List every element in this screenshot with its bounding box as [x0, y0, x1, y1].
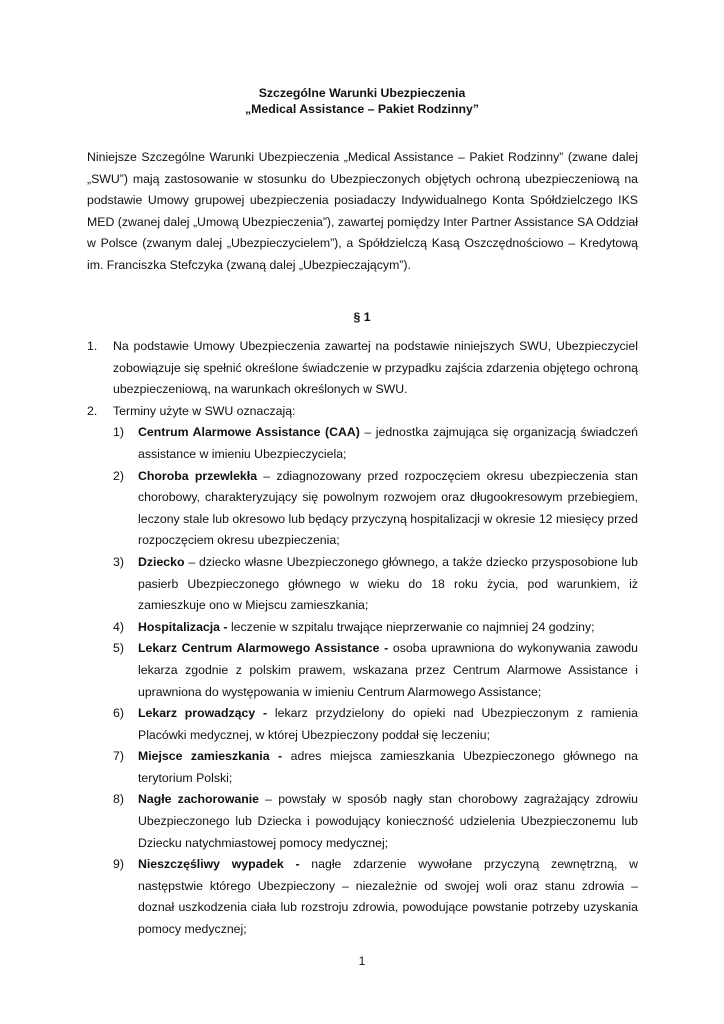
definition-number: 5): [113, 641, 124, 656]
definition-text: – dziecko własne Ubezpieczonego głównego, a także dziecko przysposobione lub pasierb Ubezpieczonego głównego w wieku do 18 roku życia, pod warunkiem, iż zamieszkuje ono w Miejscu zamieszkania;: [138, 554, 638, 613]
definition-text: adres miejsca zamieszkania Ubezpieczonego głównego na terytorium Polski;: [138, 749, 638, 785]
section-heading: § 1: [353, 310, 371, 324]
definition-text: osoba uprawniona do wykonywania zawodu lekarza zgodnie z polskim prawem, wskazana przez Centrum Alarmowe Assistance i uprawniona do występowania w imieniu Centrum Alarmowego Assistance;: [138, 641, 638, 699]
definition-text: leczenie w szpitalu trwające nieprzerwanie co najmniej 24 godziny;: [227, 619, 595, 634]
list-item-number: 1.: [87, 339, 98, 353]
list-item-text: Terminy użyte w SWU oznaczają:: [113, 403, 296, 418]
definition-item: [113, 466, 638, 552]
page-number: 1: [358, 954, 366, 968]
document-title: Szczególne Warunki Ubezpieczenia: [258, 86, 466, 100]
definition-text: – jednostka zajmująca się organizacją świadczeń assistance w imieniu Ubezpieczyciela;: [138, 425, 638, 461]
list-item-text: Na podstawie Umowy Ubezpieczenia zawartej na podstawie niniejszych SWU, Ubezpieczyciel zobowiązuje się spełnić określone świadczenie w przypadku zajścia zdarzenia objętego ochroną ubezpieczeniową, na warunkach określonych w SWU.: [113, 339, 638, 397]
definition-term: Dziecko: [138, 554, 185, 569]
list-item: [87, 401, 638, 941]
definition-number: 6): [113, 706, 124, 721]
definition-item: [113, 854, 638, 940]
definition-term: Lekarz prowadzący -: [138, 706, 268, 721]
definition-term: Choroba przewlekła: [138, 468, 258, 483]
definition-term: Nagłe zachorowanie: [138, 792, 259, 807]
definition-term: Miejsce zamieszkania -: [138, 749, 283, 764]
definition-item: [113, 552, 638, 617]
definition-text: nagłe zdarzenie wywołane przyczyną zewnętrzną, w następstwie którego Ubezpieczony – niezależnie od swojej woli oraz stanu zdrowia – doznał uszkodzenia ciała lub rozstroju zdrowia, powodujące powstanie potrzeby uzyskania pomocy medycznej;: [138, 857, 638, 937]
definition-item: [113, 789, 638, 854]
definition-number: 8): [113, 792, 124, 807]
definition-term: Hospitalizacja -: [138, 619, 228, 634]
definition-number: 3): [113, 554, 124, 569]
definition-item: [113, 746, 638, 789]
definitions-list: [113, 422, 638, 940]
intro-paragraph: Niniejsze Szczególne Warunki Ubezpieczenia „Medical Assistance – Pakiet Rodzinny” (zwane dalej „SWU”) mają zastosowanie w stosunku do Ubezpieczonych objętych ochroną ubezpieczeniową na podstawie Umowy grupowej ubezpieczenia posiadaczy Indywidualnego Konta Spółdzielczego IKS MED (zwanej dalej „Umową Ubezpieczenia”), zawartej pomiędzy Inter Partner Assistance SA Oddział w Polsce (zwanym dalej „Ubezpieczycielem”), a Spółdzielczą Kasą Oszczędnościowo – Kredytową im. Franciszka Stefczyka (zwaną dalej „Ubezpieczającym”).: [87, 150, 638, 272]
definition-number: 1): [113, 425, 124, 440]
definition-number: 2): [113, 468, 124, 483]
definition-term: Lekarz Centrum Alarmowego Assistance -: [138, 641, 389, 656]
definition-number: 4): [113, 619, 124, 634]
definition-item: [113, 638, 638, 703]
numbered-list: [87, 336, 638, 941]
definition-term: Centrum Alarmowe Assistance (CAA): [138, 425, 360, 440]
definition-term: Nieszczęśliwy wypadek -: [138, 857, 300, 872]
definition-item: [113, 703, 638, 746]
definition-number: 7): [113, 749, 124, 764]
list-item-number: 2.: [87, 403, 98, 418]
definition-text: – zdiagnozowany przed rozpoczęciem okresu ubezpieczenia stan chorobowy, charakteryzujący się powolnym rozwojem oraz długookresowym przebiegiem, leczony stale lub okresowo lub będący przyczyną hospitalizacji w okresie 12 miesięcy przed rozpoczęciem okresu ubezpieczenia;: [138, 468, 638, 548]
definition-text: lekarz przydzielony do opieki nad Ubezpieczonym z ramienia Placówki medycznej, w której Ubezpieczony poddał się leczeniu;: [138, 706, 638, 742]
definition-item: [113, 617, 638, 639]
definition-item: [113, 422, 638, 465]
list-item: [87, 336, 638, 401]
definition-text: – powstały w sposób nagły stan chorobowy zagrażający zdrowiu Ubezpieczonego lub Dziecka i powodujący konieczność udzielenia Ubezpieczonemu lub Dziecku natychmiastowej pomocy medycznej;: [138, 792, 638, 850]
document-subtitle: „Medical Assistance – Pakiet Rodzinny”: [245, 102, 479, 116]
definition-number: 9): [113, 857, 124, 872]
